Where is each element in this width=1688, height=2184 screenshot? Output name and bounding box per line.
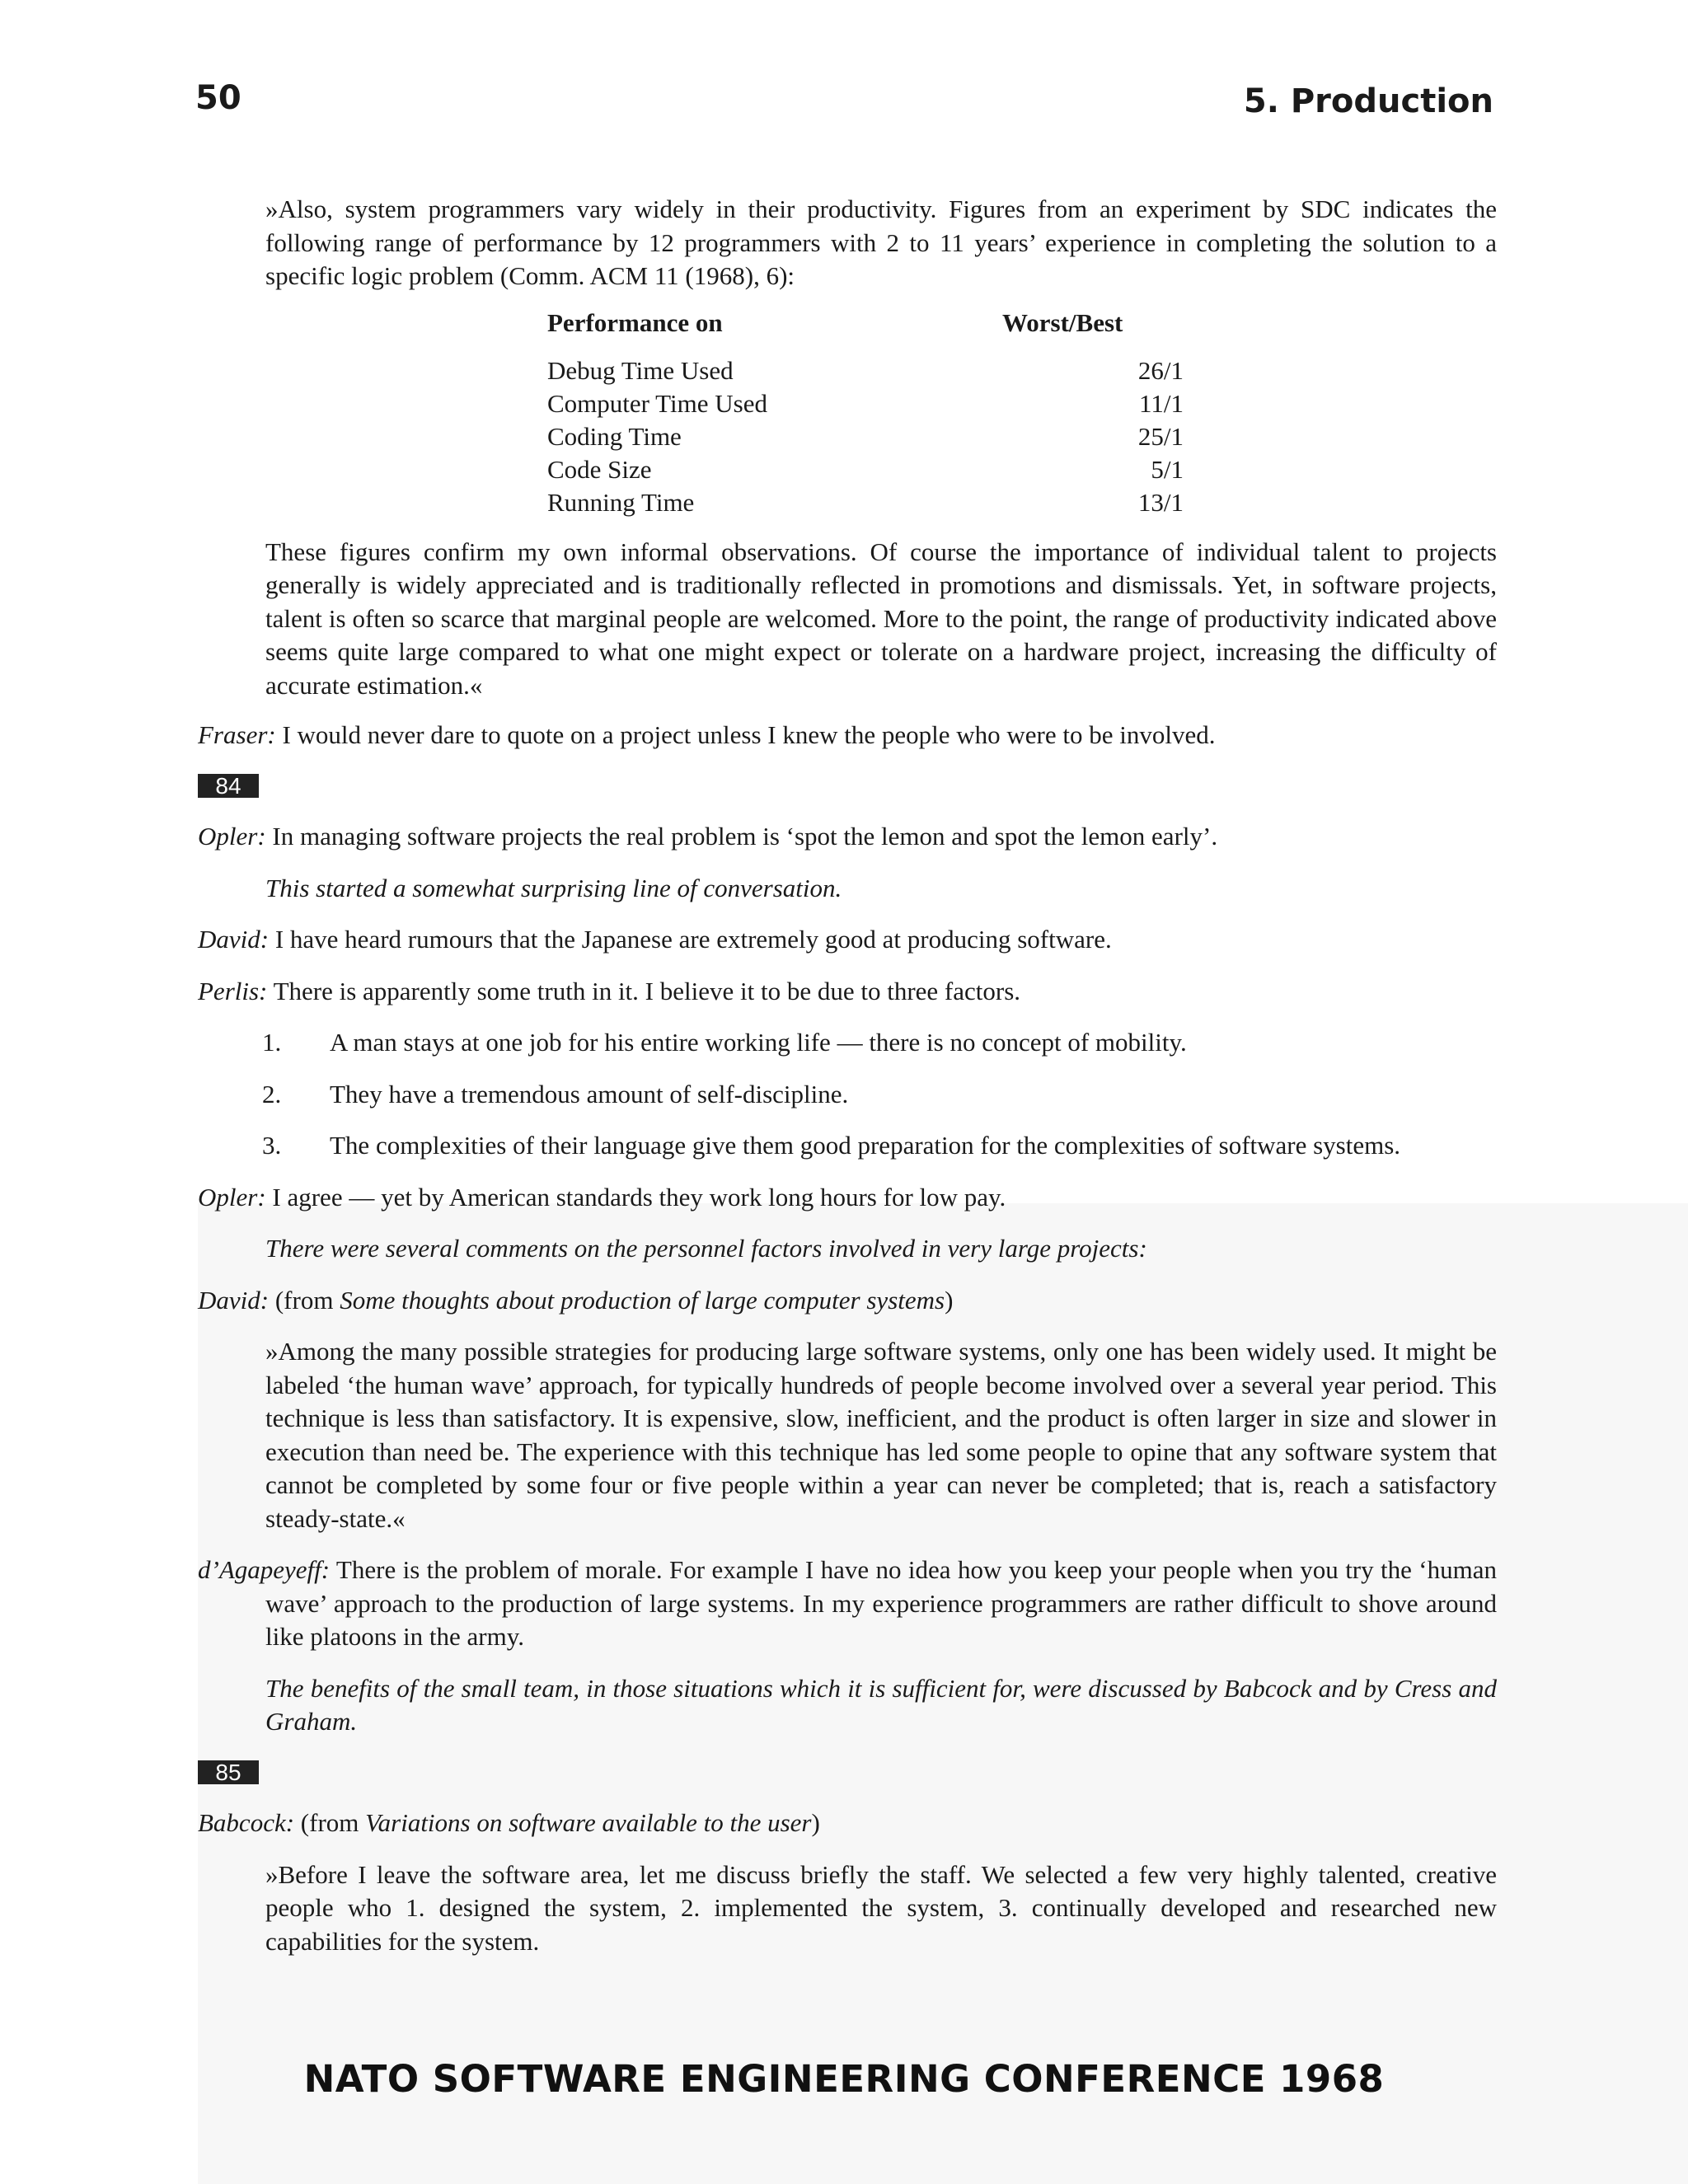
quote-sdc-continued: These figures confirm my own informal observations. Of course the importance of individual talent to projects generally is widely appreciated and is traditionally reflected in promotions and dismissals. Yet, in software projects, talent is often so scarce that marginal people are welcomed. More to the point, the range of productivity indicated above seems quite large compared to what one might expect or tolerate on a hardware project, increasing the difficulty of accurate estimation.« (265, 537, 1497, 700)
margin-marker-84 (198, 769, 1497, 803)
editorial-note: The benefits of the small team, in those situations which it is sufficient for, were discussed by Babcock and by Cress and Graham. (265, 1673, 1497, 1736)
body-text (198, 193, 1497, 1958)
table-cell-label: Debug Time Used (547, 355, 734, 385)
page-number: 50 (195, 79, 241, 117)
list-number: 1. (262, 1028, 282, 1057)
table-cell-value: 26/1 (1137, 355, 1184, 385)
source-prefix: (from (294, 1808, 366, 1837)
table-cell-value: 11/1 (1139, 388, 1184, 418)
performance-table (547, 307, 1281, 519)
source-suffix: ) (811, 1808, 820, 1837)
table-row (547, 420, 1281, 453)
quote-human-wave: »Among the many possible strategies for producing large software systems, only one has been widely used. It might be labeled ‘the human wave’ approach, for typically hundreds of people become involved over a several year period. This technique is less than satisfactory. It is expensive, slow, inefficient, and the product is often larger in size and slower in execution than need be. The experience with this technique has led some people to opine that any software system that cannot be completed by some four or five people within a year can never be completed; that is, reach a satisfactory steady-state.« (265, 1337, 1497, 1533)
table-cell-label: Coding Time (547, 421, 682, 451)
table-cell-label: Computer Time Used (547, 388, 767, 418)
list-text: The complexities of their language give them good preparation for the complexities of software systems. (330, 1131, 1401, 1160)
quote-staff: »Before I leave the software area, let me discuss briefly the staff. We selected a few very highly talented, creative people who 1. designed the system, 2. implemented the system, 3. continually developed and researched new capabilities for the system. (265, 1859, 1497, 1956)
margin-marker-85 (198, 1755, 1497, 1789)
table-row (547, 354, 1281, 387)
list-text: A man stays at one job for his entire working life — there is no concept of mobility. (330, 1028, 1187, 1057)
speaker-name: d’Agapeyeff: (198, 1555, 331, 1584)
speaker-name: Opler: (198, 1182, 266, 1212)
table-header-performance: Performance on (547, 307, 723, 337)
source-suffix: ) (945, 1285, 954, 1315)
speaker-name: Opler: (198, 822, 266, 851)
list-item (198, 1078, 1497, 1112)
source-title: Some thoughts about production of large computer systems (340, 1285, 945, 1315)
table-row (547, 486, 1281, 519)
perlis-statement (198, 975, 1497, 1009)
speaker-name: David: (198, 925, 270, 954)
babcock-source (198, 1807, 1497, 1840)
table-cell-label: Running Time (547, 487, 695, 517)
source-title: Variations on software available to the user (365, 1808, 812, 1837)
list-number: 2. (262, 1079, 282, 1108)
opler-statement-2 (198, 1181, 1497, 1215)
list-item (198, 1026, 1497, 1060)
david-source (198, 1284, 1497, 1318)
page-marker-badge: 85 (198, 1760, 259, 1784)
section-title: 5. Production (1243, 82, 1493, 120)
page-marker-badge: 84 (198, 774, 259, 798)
table-cell-value: 5/1 (1151, 454, 1184, 484)
fraser-statement (198, 719, 1497, 752)
list-item (198, 1129, 1497, 1163)
speaker-name: Fraser: (198, 720, 276, 749)
editorial-note: There were several comments on the personnel factors involved in very large projects: (265, 1234, 1147, 1263)
list-text: They have a tremendous amount of self-discipline. (330, 1079, 849, 1108)
table-cell-value: 13/1 (1137, 487, 1184, 517)
opler-statement (198, 820, 1497, 854)
source-prefix: (from (269, 1285, 340, 1315)
statement-text: I agree — yet by American standards they work long hours for low pay. (265, 1182, 1006, 1212)
table-row (547, 453, 1281, 486)
editorial-note: This started a somewhat surprising line of conversation. (265, 873, 842, 902)
table-header-worst-best: Worst/Best (1002, 307, 1123, 337)
statement-text: There is apparently some truth in it. I believe it to be due to three factors. (267, 976, 1021, 1005)
statement-text: I would never dare to quote on a project unless I knew the people who were to be involved. (275, 720, 1216, 749)
speaker-name: Babcock: (198, 1808, 295, 1837)
list-number: 3. (262, 1131, 282, 1160)
dagapeyeff-statement (198, 1554, 1497, 1654)
speaker-name: Perlis: (198, 976, 268, 1005)
table-cell-label: Code Size (547, 454, 652, 484)
speaker-name: David: (198, 1285, 270, 1315)
david-statement (198, 923, 1497, 957)
statement-text: In managing software projects the real problem is ‘spot the lemon and spot the lemon early’. (265, 822, 1218, 851)
footer-title: NATO SOFTWARE ENGINEERING CONFERENCE 1968 (303, 2057, 1385, 2101)
statement-text: I have heard rumours that the Japanese are extremely good at producing software. (269, 925, 1112, 954)
quote-sdc: »Also, system programmers vary widely in their productivity. Figures from an experiment by SDC indicates the following range of performance by 12 programmers with 2 to 11 years’ experience in completing the solution to a specific logic problem (Comm. ACM 11 (1968), 6): (265, 194, 1497, 290)
table-cell-value: 25/1 (1137, 421, 1184, 451)
statement-text: There is the problem of morale. For example I have no idea how you keep your people when you try the ‘human wave’ approach to the production of large systems. In my experience programmers are rather difficult to shove around like platoons in the army. (265, 1555, 1497, 1651)
table-row (547, 387, 1281, 420)
